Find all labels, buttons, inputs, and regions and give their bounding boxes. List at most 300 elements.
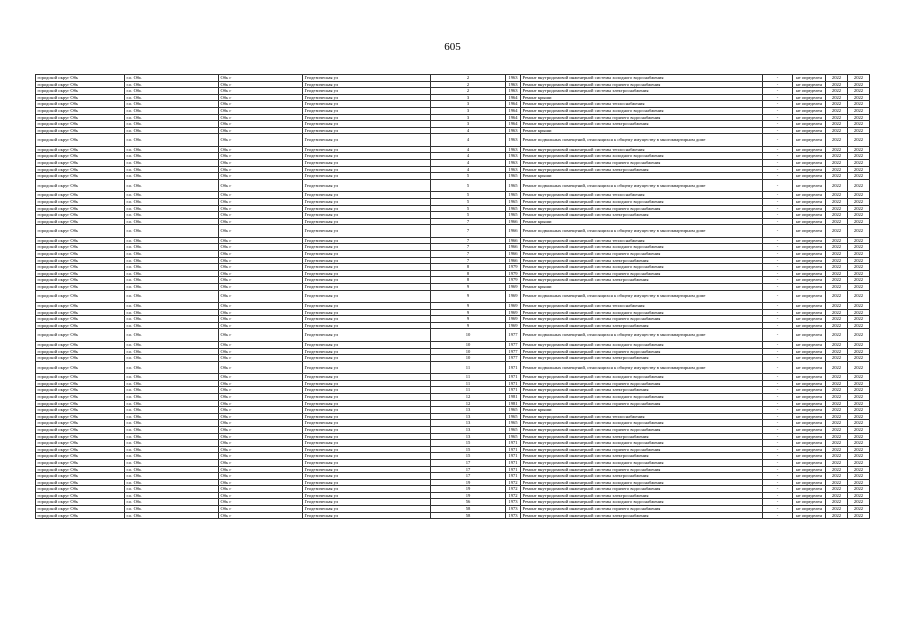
locality-cell: Обь г	[219, 499, 303, 506]
build-year-cell: 1971	[506, 380, 521, 387]
municipality-cell: городской округ Обь	[36, 192, 125, 199]
table-row	[36, 499, 870, 506]
completion-year-cell: 2022	[848, 179, 870, 192]
plan-year-cell: 2022	[826, 479, 848, 486]
settlement-cell: г.о. Обь	[125, 420, 219, 427]
house-number-cell: 11	[431, 380, 506, 387]
locality-cell: Обь г	[219, 387, 303, 394]
municipality-cell: городской округ Обь	[36, 426, 125, 433]
completion-year-cell: 2022	[848, 107, 870, 114]
street-cell: Геодезическая ул	[303, 283, 431, 290]
locality-cell: Обь г	[219, 329, 303, 342]
street-cell: Геодезическая ул	[303, 433, 431, 440]
status-cell: не определен	[793, 75, 826, 82]
table-row	[36, 101, 870, 108]
settlement-cell: г.о. Обь	[125, 94, 219, 101]
street-cell: Геодезическая ул	[303, 407, 431, 414]
work-type-cell: Ремонт внутридомовой инженерной системы горячего водоснабжения	[521, 446, 763, 453]
work-type-cell: Ремонт внутридомовой инженерной системы электроснабжения	[521, 512, 763, 519]
locality-cell: Обь г	[219, 283, 303, 290]
plan-year-cell: 2022	[826, 290, 848, 303]
table-row	[36, 341, 870, 348]
plan-year-cell: 2022	[826, 446, 848, 453]
completion-year-cell: 2022	[848, 433, 870, 440]
work-type-cell: Ремонт крыши	[521, 173, 763, 180]
locality-cell: Обь г	[219, 166, 303, 173]
status-cell: не определен	[793, 473, 826, 480]
completion-year-cell: 2022	[848, 466, 870, 473]
municipality-cell: городской округ Обь	[36, 512, 125, 519]
completion-year-cell: 2022	[848, 486, 870, 493]
completion-year-cell: 2022	[848, 270, 870, 277]
municipality-cell: городской округ Обь	[36, 160, 125, 167]
completion-year-cell: 2022	[848, 329, 870, 342]
status-cell: не определен	[793, 407, 826, 414]
plan-year-cell: 2022	[826, 466, 848, 473]
settlement-cell: г.о. Обь	[125, 413, 219, 420]
municipality-cell: городской округ Обь	[36, 134, 125, 147]
settlement-cell: г.о. Обь	[125, 257, 219, 264]
table-row	[36, 88, 870, 95]
street-cell: Геодезическая ул	[303, 506, 431, 513]
work-type-cell: Ремонт внутридомовой инженерной системы горячего водоснабжения	[521, 114, 763, 121]
completion-year-cell: 2022	[848, 322, 870, 329]
status-cell: не определен	[793, 413, 826, 420]
settlement-cell: г.о. Обь	[125, 81, 219, 88]
table-row	[36, 413, 870, 420]
house-number-cell: 4	[431, 134, 506, 147]
status-cell: не определен	[793, 348, 826, 355]
street-cell: Геодезическая ул	[303, 486, 431, 493]
completion-year-cell: 2022	[848, 146, 870, 153]
locality-cell: Обь г	[219, 146, 303, 153]
plan-year-cell: 2022	[826, 473, 848, 480]
street-cell: Геодезическая ул	[303, 479, 431, 486]
street-cell: Геодезическая ул	[303, 173, 431, 180]
street-cell: Геодезическая ул	[303, 512, 431, 519]
completion-year-cell: 2022	[848, 316, 870, 323]
status-cell: не определен	[793, 166, 826, 173]
house-number-cell: 4	[431, 160, 506, 167]
table-row	[36, 134, 870, 147]
work-type-cell: Ремонт крыши	[521, 127, 763, 134]
locality-cell: Обь г	[219, 380, 303, 387]
status-cell: не определен	[793, 153, 826, 160]
municipality-cell: городской округ Обь	[36, 393, 125, 400]
plan-year-cell: 2022	[826, 426, 848, 433]
municipality-cell: городской округ Обь	[36, 459, 125, 466]
dash-cell: -	[763, 486, 793, 493]
house-number-cell: 4	[431, 166, 506, 173]
plan-year-cell: 2022	[826, 146, 848, 153]
work-type-cell: Ремонт внутридомовой инженерной системы горячего водоснабжения	[521, 466, 763, 473]
build-year-cell: 1964	[506, 94, 521, 101]
work-type-cell: Ремонт внутридомовой инженерной системы холодного водоснабжения	[521, 499, 763, 506]
house-number-cell: 9	[431, 283, 506, 290]
table-row	[36, 393, 870, 400]
house-number-cell: 3	[431, 107, 506, 114]
work-type-cell: Ремонт внутридомовой инженерной системы горячего водоснабжения	[521, 81, 763, 88]
build-year-cell: 1965	[506, 173, 521, 180]
plan-year-cell: 2022	[826, 160, 848, 167]
dash-cell: -	[763, 499, 793, 506]
plan-year-cell: 2022	[826, 270, 848, 277]
dash-cell: -	[763, 166, 793, 173]
completion-year-cell: 2022	[848, 512, 870, 519]
street-cell: Геодезическая ул	[303, 393, 431, 400]
house-number-cell: 5	[431, 205, 506, 212]
locality-cell: Обь г	[219, 492, 303, 499]
completion-year-cell: 2022	[848, 160, 870, 167]
dash-cell: -	[763, 341, 793, 348]
house-number-cell: 15	[431, 453, 506, 460]
street-cell: Геодезическая ул	[303, 81, 431, 88]
completion-year-cell: 2022	[848, 244, 870, 251]
build-year-cell: 1965	[506, 413, 521, 420]
street-cell: Геодезическая ул	[303, 413, 431, 420]
work-type-cell: Ремонт подвальных помещений, относящихся к общему имуществу в многоквартирном доме	[521, 290, 763, 303]
table-row	[36, 114, 870, 121]
settlement-cell: г.о. Обь	[125, 107, 219, 114]
dash-cell: -	[763, 127, 793, 134]
dash-cell: -	[763, 479, 793, 486]
house-number-cell: 10	[431, 329, 506, 342]
plan-year-cell: 2022	[826, 440, 848, 447]
build-year-cell: 1971	[506, 453, 521, 460]
completion-year-cell: 2022	[848, 499, 870, 506]
locality-cell: Обь г	[219, 506, 303, 513]
street-cell: Геодезическая ул	[303, 348, 431, 355]
plan-year-cell: 2022	[826, 316, 848, 323]
settlement-cell: г.о. Обь	[125, 166, 219, 173]
dash-cell: -	[763, 446, 793, 453]
municipality-cell: городской округ Обь	[36, 453, 125, 460]
locality-cell: Обь г	[219, 309, 303, 316]
build-year-cell: 1969	[506, 322, 521, 329]
build-year-cell: 1965	[506, 420, 521, 427]
street-cell: Геодезическая ул	[303, 374, 431, 381]
house-number-cell: 2	[431, 81, 506, 88]
locality-cell: Обь г	[219, 244, 303, 251]
plan-year-cell: 2022	[826, 94, 848, 101]
house-number-cell: 3	[431, 94, 506, 101]
plan-year-cell: 2022	[826, 257, 848, 264]
settlement-cell: г.о. Обь	[125, 329, 219, 342]
street-cell: Геодезическая ул	[303, 75, 431, 82]
table-row	[36, 440, 870, 447]
dash-cell: -	[763, 205, 793, 212]
municipality-cell: городской округ Обь	[36, 361, 125, 374]
plan-year-cell: 2022	[826, 198, 848, 205]
street-cell: Геодезическая ул	[303, 134, 431, 147]
municipality-cell: городской округ Обь	[36, 114, 125, 121]
status-cell: не определен	[793, 290, 826, 303]
completion-year-cell: 2022	[848, 81, 870, 88]
build-year-cell: 1965	[506, 192, 521, 199]
build-year-cell: 1977	[506, 355, 521, 362]
plan-year-cell: 2022	[826, 173, 848, 180]
street-cell: Геодезическая ул	[303, 257, 431, 264]
table-row	[36, 355, 870, 362]
work-type-cell: Ремонт внутридомовой инженерной системы теплоснабжения	[521, 146, 763, 153]
table-row	[36, 492, 870, 499]
house-number-cell: 13	[431, 420, 506, 427]
build-year-cell: 1966	[506, 244, 521, 251]
build-year-cell: 1966	[506, 237, 521, 244]
house-number-cell: 58	[431, 506, 506, 513]
settlement-cell: г.о. Обь	[125, 205, 219, 212]
build-year-cell: 1965	[506, 179, 521, 192]
dash-cell: -	[763, 88, 793, 95]
dash-cell: -	[763, 512, 793, 519]
completion-year-cell: 2022	[848, 492, 870, 499]
dash-cell: -	[763, 393, 793, 400]
build-year-cell: 1973	[506, 512, 521, 519]
completion-year-cell: 2022	[848, 198, 870, 205]
street-cell: Геодезическая ул	[303, 473, 431, 480]
plan-year-cell: 2022	[826, 361, 848, 374]
table-row	[36, 244, 870, 251]
house-number-cell: 15	[431, 440, 506, 447]
settlement-cell: г.о. Обь	[125, 400, 219, 407]
work-type-cell: Ремонт внутридомовой инженерной системы теплоснабжения	[521, 413, 763, 420]
plan-year-cell: 2022	[826, 309, 848, 316]
dash-cell: -	[763, 250, 793, 257]
status-cell: не определен	[793, 264, 826, 271]
status-cell: не определен	[793, 101, 826, 108]
completion-year-cell: 2022	[848, 153, 870, 160]
street-cell: Геодезическая ул	[303, 114, 431, 121]
street-cell: Геодезическая ул	[303, 303, 431, 310]
locality-cell: Обь г	[219, 459, 303, 466]
house-number-cell: 13	[431, 426, 506, 433]
build-year-cell: 1971	[506, 466, 521, 473]
build-year-cell: 1964	[506, 107, 521, 114]
table-row	[36, 433, 870, 440]
work-type-cell: Ремонт крыши	[521, 407, 763, 414]
build-year-cell: 1972	[506, 479, 521, 486]
street-cell: Геодезическая ул	[303, 127, 431, 134]
status-cell: не определен	[793, 283, 826, 290]
table-row	[36, 283, 870, 290]
work-type-cell: Ремонт внутридомовой инженерной системы горячего водоснабжения	[521, 486, 763, 493]
locality-cell: Обь г	[219, 466, 303, 473]
build-year-cell: 1973	[506, 506, 521, 513]
work-type-cell: Ремонт внутридомовой инженерной системы горячего водоснабжения	[521, 348, 763, 355]
work-type-cell: Ремонт крыши	[521, 283, 763, 290]
settlement-cell: г.о. Обь	[125, 446, 219, 453]
house-number-cell: 9	[431, 290, 506, 303]
completion-year-cell: 2022	[848, 393, 870, 400]
plan-year-cell: 2022	[826, 225, 848, 238]
dash-cell: -	[763, 433, 793, 440]
work-type-cell: Ремонт внутридомовой инженерной системы электроснабжения	[521, 453, 763, 460]
municipality-cell: городской округ Обь	[36, 101, 125, 108]
locality-cell: Обь г	[219, 290, 303, 303]
build-year-cell: 1965	[506, 212, 521, 219]
table-row	[36, 361, 870, 374]
table-row	[36, 426, 870, 433]
dash-cell: -	[763, 153, 793, 160]
house-number-cell: 10	[431, 341, 506, 348]
completion-year-cell: 2022	[848, 264, 870, 271]
work-type-cell: Ремонт внутридомовой инженерной системы теплоснабжения	[521, 192, 763, 199]
municipality-cell: городской округ Обь	[36, 329, 125, 342]
dash-cell: -	[763, 400, 793, 407]
table-row	[36, 94, 870, 101]
build-year-cell: 1965	[506, 205, 521, 212]
locality-cell: Обь г	[219, 407, 303, 414]
work-type-cell: Ремонт внутридомовой инженерной системы горячего водоснабжения	[521, 160, 763, 167]
dash-cell: -	[763, 114, 793, 121]
build-year-cell: 1971	[506, 361, 521, 374]
settlement-cell: г.о. Обь	[125, 270, 219, 277]
build-year-cell: 1971	[506, 387, 521, 394]
table-row	[36, 309, 870, 316]
status-cell: не определен	[793, 486, 826, 493]
status-cell: не определен	[793, 244, 826, 251]
settlement-cell: г.о. Обь	[125, 316, 219, 323]
municipality-cell: городской округ Обь	[36, 212, 125, 219]
dash-cell: -	[763, 453, 793, 460]
status-cell: не определен	[793, 466, 826, 473]
settlement-cell: г.о. Обь	[125, 433, 219, 440]
house-number-cell: 4	[431, 146, 506, 153]
street-cell: Геодезическая ул	[303, 160, 431, 167]
status-cell: не определен	[793, 173, 826, 180]
municipality-cell: городской округ Обь	[36, 433, 125, 440]
municipality-cell: городской округ Обь	[36, 127, 125, 134]
municipality-cell: городской округ Обь	[36, 237, 125, 244]
locality-cell: Обь г	[219, 473, 303, 480]
house-number-cell: 5	[431, 173, 506, 180]
status-cell: не определен	[793, 400, 826, 407]
settlement-cell: г.о. Обь	[125, 179, 219, 192]
house-number-cell: 19	[431, 486, 506, 493]
status-cell: не определен	[793, 225, 826, 238]
street-cell: Геодезическая ул	[303, 341, 431, 348]
status-cell: не определен	[793, 81, 826, 88]
dash-cell: -	[763, 101, 793, 108]
table-row	[36, 237, 870, 244]
table-row	[36, 264, 870, 271]
plan-year-cell: 2022	[826, 303, 848, 310]
table-row	[36, 218, 870, 225]
build-year-cell: 1964	[506, 114, 521, 121]
table-row	[36, 257, 870, 264]
build-year-cell: 1979	[506, 264, 521, 271]
dash-cell: -	[763, 473, 793, 480]
street-cell: Геодезическая ул	[303, 121, 431, 128]
house-number-cell: 11	[431, 361, 506, 374]
settlement-cell: г.о. Обь	[125, 75, 219, 82]
plan-year-cell: 2022	[826, 492, 848, 499]
work-type-cell: Ремонт внутридомовой инженерной системы холодного водоснабжения	[521, 264, 763, 271]
dash-cell: -	[763, 277, 793, 284]
build-year-cell: 1965	[506, 433, 521, 440]
settlement-cell: г.о. Обь	[125, 407, 219, 414]
plan-year-cell: 2022	[826, 459, 848, 466]
settlement-cell: г.о. Обь	[125, 114, 219, 121]
build-year-cell: 1964	[506, 121, 521, 128]
locality-cell: Обь г	[219, 426, 303, 433]
work-type-cell: Ремонт крыши	[521, 94, 763, 101]
plan-year-cell: 2022	[826, 499, 848, 506]
street-cell: Геодезическая ул	[303, 192, 431, 199]
plan-year-cell: 2022	[826, 250, 848, 257]
street-cell: Геодезическая ул	[303, 290, 431, 303]
completion-year-cell: 2022	[848, 257, 870, 264]
street-cell: Геодезическая ул	[303, 466, 431, 473]
build-year-cell: 1972	[506, 486, 521, 493]
municipality-cell: городской округ Обь	[36, 466, 125, 473]
dash-cell: -	[763, 329, 793, 342]
locality-cell: Обь г	[219, 348, 303, 355]
work-type-cell: Ремонт внутридомовой инженерной системы электроснабжения	[521, 88, 763, 95]
settlement-cell: г.о. Обь	[125, 309, 219, 316]
build-year-cell: 1981	[506, 393, 521, 400]
status-cell: не определен	[793, 88, 826, 95]
settlement-cell: г.о. Обь	[125, 453, 219, 460]
build-year-cell: 1963	[506, 153, 521, 160]
locality-cell: Обь г	[219, 355, 303, 362]
completion-year-cell: 2022	[848, 218, 870, 225]
settlement-cell: г.о. Обь	[125, 121, 219, 128]
plan-year-cell: 2022	[826, 134, 848, 147]
plan-year-cell: 2022	[826, 107, 848, 114]
dash-cell: -	[763, 218, 793, 225]
build-year-cell: 1969	[506, 309, 521, 316]
completion-year-cell: 2022	[848, 237, 870, 244]
status-cell: не определен	[793, 374, 826, 381]
status-cell: не определен	[793, 393, 826, 400]
locality-cell: Обь г	[219, 413, 303, 420]
plan-year-cell: 2022	[826, 153, 848, 160]
municipality-cell: городской округ Обь	[36, 309, 125, 316]
status-cell: не определен	[793, 303, 826, 310]
locality-cell: Обь г	[219, 420, 303, 427]
settlement-cell: г.о. Обь	[125, 303, 219, 310]
street-cell: Геодезическая ул	[303, 446, 431, 453]
locality-cell: Обь г	[219, 107, 303, 114]
locality-cell: Обь г	[219, 393, 303, 400]
work-type-cell: Ремонт внутридомовой инженерной системы электроснабжения	[521, 473, 763, 480]
settlement-cell: г.о. Обь	[125, 341, 219, 348]
work-type-cell: Ремонт внутридомовой инженерной системы электроснабжения	[521, 277, 763, 284]
status-cell: не определен	[793, 499, 826, 506]
house-number-cell: 12	[431, 393, 506, 400]
build-year-cell: 1971	[506, 459, 521, 466]
locality-cell: Обь г	[219, 81, 303, 88]
house-number-cell: 11	[431, 387, 506, 394]
house-number-cell: 19	[431, 492, 506, 499]
build-year-cell: 1977	[506, 341, 521, 348]
municipality-cell: городской округ Обь	[36, 250, 125, 257]
settlement-cell: г.о. Обь	[125, 499, 219, 506]
street-cell: Геодезическая ул	[303, 225, 431, 238]
street-cell: Геодезическая ул	[303, 355, 431, 362]
completion-year-cell: 2022	[848, 413, 870, 420]
house-number-cell: 4	[431, 127, 506, 134]
municipality-cell: городской округ Обь	[36, 479, 125, 486]
work-type-cell: Ремонт внутридомовой инженерной системы теплоснабжения	[521, 303, 763, 310]
status-cell: не определен	[793, 121, 826, 128]
street-cell: Геодезическая ул	[303, 250, 431, 257]
status-cell: не определен	[793, 257, 826, 264]
house-number-cell: 9	[431, 303, 506, 310]
municipality-cell: городской округ Обь	[36, 380, 125, 387]
dash-cell: -	[763, 355, 793, 362]
